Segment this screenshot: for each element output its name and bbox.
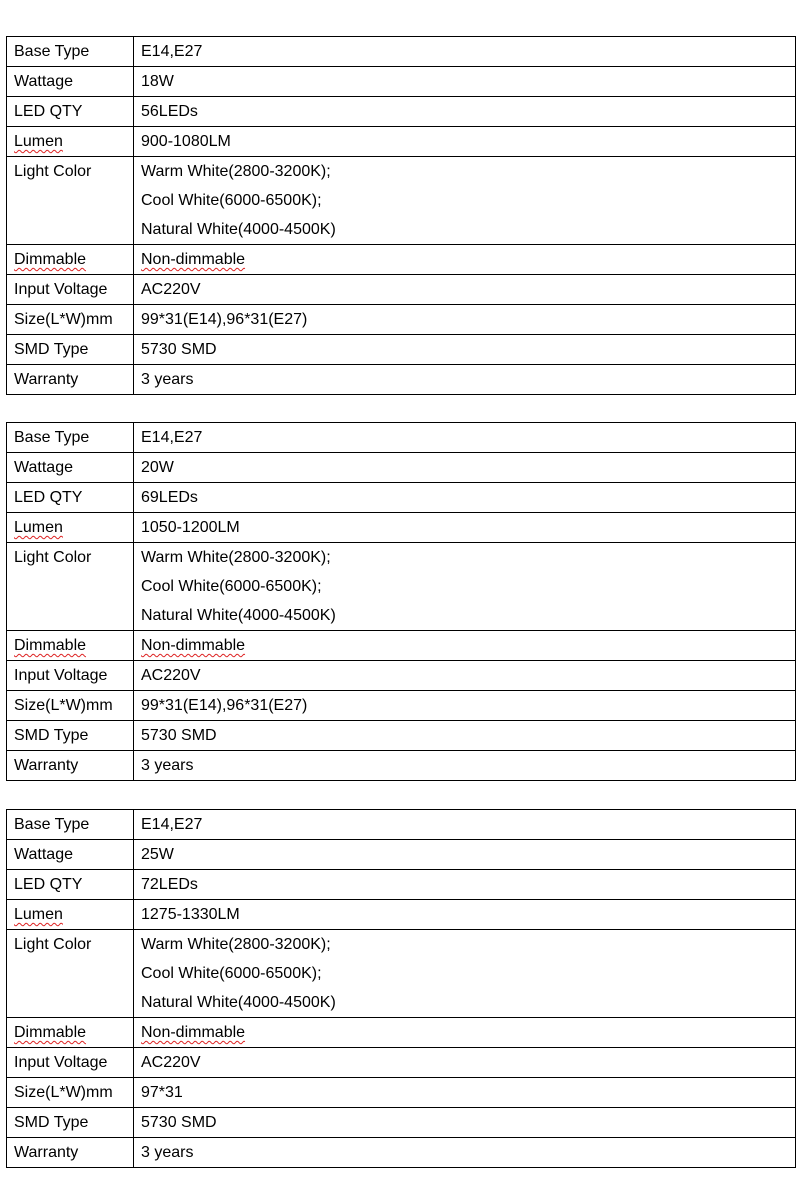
spec-value: 3 years [134, 1138, 796, 1168]
table-row [7, 1108, 796, 1138]
spec-label: Light Color [7, 157, 134, 245]
spec-label: Size(L*W)mm [7, 691, 134, 721]
table-row [7, 870, 796, 900]
table-row [7, 423, 796, 453]
table-row [7, 453, 796, 483]
spec-label: Base Type [7, 37, 134, 67]
spec-label: Warranty [7, 1138, 134, 1168]
spec-value-cell [134, 930, 796, 1018]
spec-label: Base Type [7, 810, 134, 840]
spec-value: 900-1080LM [134, 127, 796, 157]
spec-value: E14,E27 [134, 810, 796, 840]
table-row [7, 900, 796, 930]
table-row [7, 305, 796, 335]
table-row [7, 751, 796, 781]
spec-label: Warranty [7, 365, 134, 395]
spec-label: Size(L*W)mm [7, 1078, 134, 1108]
table-row [7, 335, 796, 365]
light-color-line: Cool White(6000-6500K); [141, 965, 322, 982]
spec-value-cell [134, 1018, 796, 1048]
light-color-line: Natural White(4000-4500K) [141, 994, 336, 1011]
spec-label: Light Color [7, 543, 134, 631]
spec-table-3 [6, 809, 796, 1168]
spec-value: 97*31 [134, 1078, 796, 1108]
spec-label: LED QTY [7, 483, 134, 513]
spec-table-1 [6, 36, 796, 395]
spec-label-cell [7, 1018, 134, 1048]
spec-label: Light Color [7, 930, 134, 1018]
spec-value: 5730 SMD [134, 335, 796, 365]
table-row [7, 840, 796, 870]
spec-value: 99*31(E14),96*31(E27) [134, 305, 796, 335]
spec-value: 25W [134, 840, 796, 870]
spec-label: LED QTY [7, 870, 134, 900]
spec-label: Base Type [7, 423, 134, 453]
table-row [7, 1048, 796, 1078]
spec-table-2 [6, 422, 796, 781]
spec-value-cell [134, 543, 796, 631]
spec-label-cell [7, 631, 134, 661]
spec-label: Dimmable [14, 251, 87, 268]
table-row [7, 631, 796, 661]
table-row [7, 245, 796, 275]
spec-value: 1275-1330LM [134, 900, 796, 930]
table-row [7, 543, 796, 631]
spec-value: AC220V [134, 275, 796, 305]
light-color-line: Natural White(4000-4500K) [141, 221, 336, 238]
spec-label: Input Voltage [7, 661, 134, 691]
spec-value: AC220V [134, 661, 796, 691]
table-row [7, 275, 796, 305]
table-row [7, 1138, 796, 1168]
spec-label: Lumen [14, 133, 63, 150]
spec-label: SMD Type [7, 1108, 134, 1138]
spec-value: 3 years [134, 365, 796, 395]
spec-label: Wattage [7, 840, 134, 870]
spec-value: 20W [134, 453, 796, 483]
table-row [7, 37, 796, 67]
spec-label-cell [7, 127, 134, 157]
table-row [7, 67, 796, 97]
light-color-line: Natural White(4000-4500K) [141, 607, 336, 624]
spec-label: Wattage [7, 453, 134, 483]
table-row [7, 365, 796, 395]
spec-value: 99*31(E14),96*31(E27) [134, 691, 796, 721]
table-row [7, 930, 796, 1018]
spec-label-cell [7, 513, 134, 543]
table-row [7, 1078, 796, 1108]
spec-label: Lumen [14, 519, 63, 536]
spec-value-cell [134, 631, 796, 661]
spec-label: Wattage [7, 67, 134, 97]
spec-label: Dimmable [14, 637, 87, 654]
table-row [7, 721, 796, 751]
spec-value: 3 years [134, 751, 796, 781]
table-row [7, 661, 796, 691]
spec-value-cell [134, 245, 796, 275]
spec-label: Lumen [14, 906, 63, 923]
spec-value: 18W [134, 67, 796, 97]
table-row [7, 483, 796, 513]
spec-label: Dimmable [14, 1024, 87, 1041]
spec-value: 1050-1200LM [134, 513, 796, 543]
spec-value: AC220V [134, 1048, 796, 1078]
spec-value-cell [134, 157, 796, 245]
light-color-line: Warm White(2800-3200K); [141, 549, 331, 566]
spec-label: SMD Type [7, 335, 134, 365]
spec-value: E14,E27 [134, 423, 796, 453]
spec-value: 69LEDs [134, 483, 796, 513]
spec-value: 72LEDs [134, 870, 796, 900]
spec-value: 5730 SMD [134, 721, 796, 751]
spec-label: SMD Type [7, 721, 134, 751]
table-row [7, 97, 796, 127]
spec-label: LED QTY [7, 97, 134, 127]
light-color-line: Cool White(6000-6500K); [141, 578, 322, 595]
spec-value: Non-dimmable [141, 637, 246, 654]
spec-value: 5730 SMD [134, 1108, 796, 1138]
spec-value: Non-dimmable [141, 251, 246, 268]
table-row [7, 513, 796, 543]
spec-value: Non-dimmable [141, 1024, 246, 1041]
spec-label: Input Voltage [7, 275, 134, 305]
table-row [7, 1018, 796, 1048]
spec-label: Input Voltage [7, 1048, 134, 1078]
table-row [7, 157, 796, 245]
light-color-line: Warm White(2800-3200K); [141, 936, 331, 953]
spec-label: Warranty [7, 751, 134, 781]
table-row [7, 127, 796, 157]
spec-value: E14,E27 [134, 37, 796, 67]
spec-label-cell [7, 245, 134, 275]
light-color-line: Cool White(6000-6500K); [141, 192, 322, 209]
spec-value: 56LEDs [134, 97, 796, 127]
spec-label: Size(L*W)mm [7, 305, 134, 335]
table-row [7, 691, 796, 721]
table-row [7, 810, 796, 840]
light-color-line: Warm White(2800-3200K); [141, 163, 331, 180]
spec-label-cell [7, 900, 134, 930]
